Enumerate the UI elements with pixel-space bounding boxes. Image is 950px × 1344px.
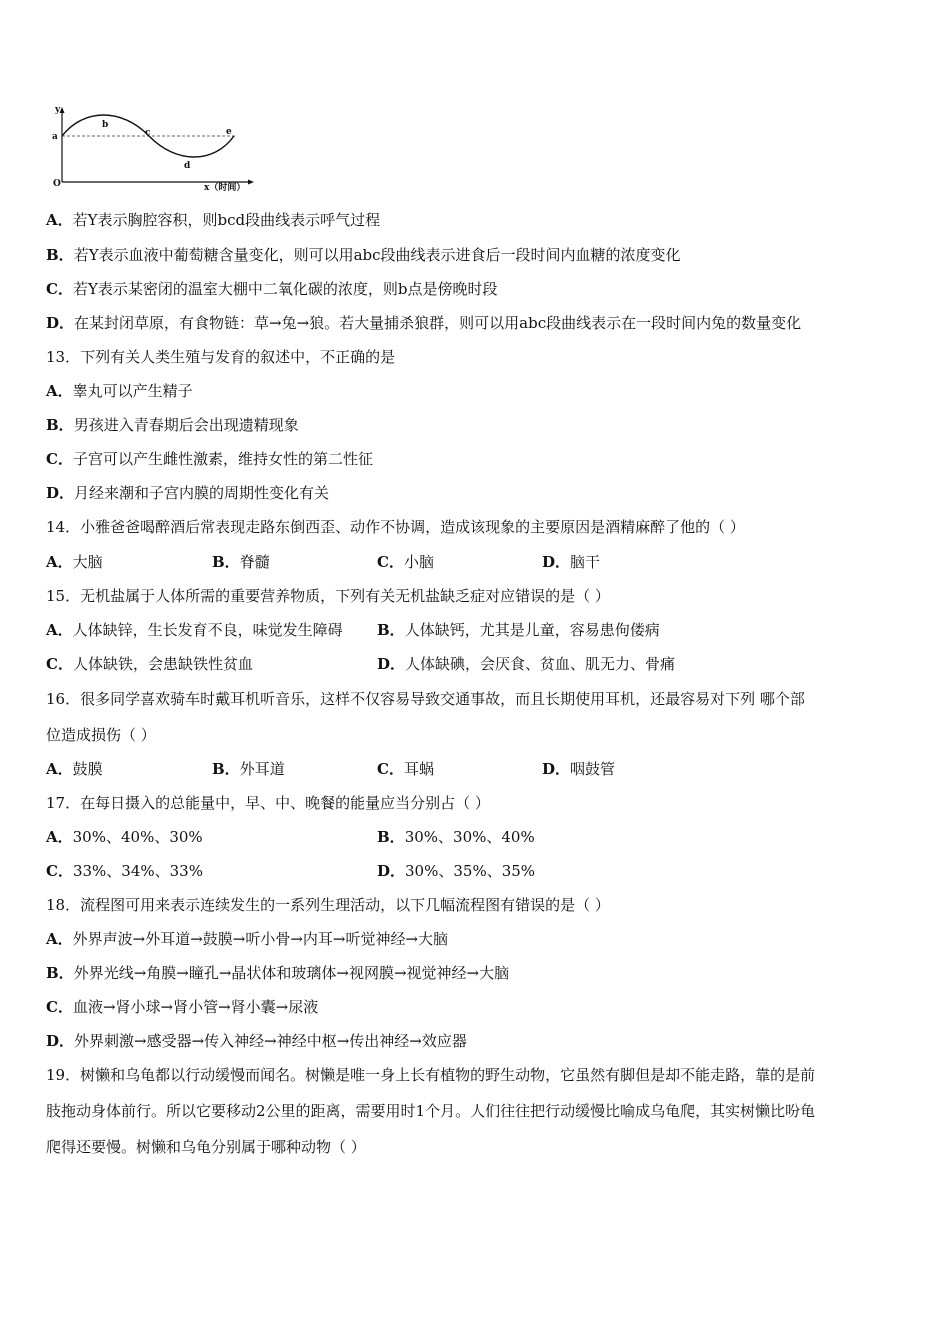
option-text: 咽鼓管 [570,760,616,778]
x-axis-arrow-icon [248,180,254,185]
q17-stem: 17．在每日摄入的总能量中，早、中、晚餐的能量应当分别占（ ） [46,794,490,812]
option-text: 睾丸可以产生精子 [72,382,193,400]
q17-option-a [46,827,203,847]
q16-option-b [212,759,285,779]
option-label: A． [46,553,73,571]
q13-option-d [46,483,910,503]
option-label: A． [46,211,73,229]
option-text: 脊髓 [239,553,270,571]
q13-option-a [46,381,910,401]
option-label: B． [212,553,240,571]
option-text: 人体缺铁，会患缺铁性贫血 [72,655,253,673]
option-label: C． [46,998,73,1016]
option-text: 若Y表示血液中葡萄糖含量变化，则可以用abc段曲线表示进食后一段时间内血糖的浓度变化 [73,246,681,264]
q14-option-a [46,552,103,572]
q13-option-b [46,415,910,435]
q17-option-b [377,827,535,847]
origin-label: O [53,179,61,189]
q17-options-row-1 [46,827,910,847]
q16-stem-line-1: 16．很多同学喜欢骑车时戴耳机听音乐，这样不仅容易导致交通事故，而且长期使用耳机，还最容易对下列 哪个部 [46,690,805,708]
q17-options-row-2 [46,861,910,881]
option-text: 30%、40%、30% [72,828,203,846]
option-label: C． [46,862,73,880]
option-label: A． [46,828,73,846]
option-text: 男孩进入青春期后会出现遗精现象 [73,416,299,434]
option-text: 若Y表示胸腔容积，则bcd段曲线表示呼气过程 [72,211,381,229]
q15-stem: 15．无机盐属于人体所需的重要营养物质，下列有关无机盐缺乏症对应错误的是（ ） [46,587,610,605]
option-label: C． [377,553,404,571]
option-label: B． [46,416,74,434]
x-axis-label: x（时间） [204,183,246,193]
option-text: 外界光线→角膜→瞳孔→晶状体和玻璃体→视网膜→视觉神经→大脑 [73,964,510,982]
option-text: 外耳道 [239,760,285,778]
q12-option-c [46,279,910,299]
y-axis-arrow-icon [60,107,65,113]
q13-stem: 13．下列有关人类生殖与发育的叙述中，不正确的是 [46,348,396,366]
point-label-b: b [102,120,109,130]
option-text: 在某封闭草原，有食物链：草→兔→狼。若大量捕杀狼群，则可以用abc段曲线表示在一段时间内兔的数量变化 [74,314,802,332]
q14-options-row [46,552,910,572]
option-label: A． [46,930,73,948]
q12-option-d [46,313,910,333]
q15-option-b [377,620,660,640]
option-label: B． [377,828,405,846]
option-label: D． [46,314,75,332]
option-text: 子宫可以产生雌性激素，维持女性的第二性征 [72,450,373,468]
option-text: 33%、34%、33% [72,862,203,880]
q15-options-row-2 [46,654,910,674]
q14-option-c [377,552,434,572]
q19-line-1: 19．树懒和乌龟都以行动缓慢而闻名。树懒是唯一身上长有植物的野生动物，它虽然有脚但是却不能走路，靠的是前 [46,1066,816,1084]
point-label-e: e [226,127,232,137]
q14-option-d [542,552,600,572]
option-label: D． [377,655,406,673]
option-label: D． [377,862,406,880]
curve-figure [44,100,274,195]
q15-option-c [46,654,253,674]
option-label: C． [46,280,73,298]
option-label: C． [46,450,73,468]
option-text: 外界声波→外耳道→鼓膜→听小骨→内耳→听觉神经→大脑 [72,930,449,948]
option-text: 人体缺碘，会厌食、贫血、肌无力、骨痛 [405,655,676,673]
q19-line-2: 肢拖动身体前行。所以它要移动2公里的距离，需要用时1个月。人们往往把行动缓慢比喻成乌龟爬，其实树懒比吩龟 [46,1102,816,1120]
option-text: 小脑 [403,553,434,571]
q16-stem-line-2: 位造成损伤（ ） [46,726,156,744]
option-label: C． [377,760,404,778]
option-label: B． [46,246,74,264]
option-label: A． [46,760,73,778]
q18-option-d [46,1031,910,1051]
option-text: 月经来潮和子宫内膜的周期性变化有关 [74,484,330,502]
q14-option-b [212,552,270,572]
y-axis-label: y [55,105,61,115]
option-text: 鼓膜 [72,760,103,778]
option-text: 耳蜗 [403,760,434,778]
option-label: B． [212,760,240,778]
q16-option-c [377,759,434,779]
option-text: 外界刺激→感受器→传入神经→神经中枢→传出神经→效应器 [74,1032,467,1050]
q12-option-b [46,245,910,265]
q19-line-3: 爬得还要慢。树懒和乌龟分别属于哪种动物（ ） [46,1138,366,1156]
q15-option-a [46,620,343,640]
option-label: A． [46,382,73,400]
option-label: B． [46,964,74,982]
q12-option-a [46,210,910,230]
q14-stem: 14．小雅爸爸喝醉酒后常表现走路东倒西歪、动作不协调，造成该现象的主要原因是酒精麻醉了他的（ ） [46,518,745,536]
option-label: A． [46,621,73,639]
q13-option-c [46,449,910,469]
q15-option-d [377,654,675,674]
option-label: B． [377,621,405,639]
q17-option-d [377,861,535,881]
option-label: D． [46,1032,75,1050]
q16-options-row [46,759,910,779]
q18-stem: 18．流程图可用来表示连续发生的一系列生理活动，以下几幅流程图有错误的是（ ） [46,896,610,914]
option-text: 脑干 [570,553,601,571]
option-label: D． [542,553,571,571]
q16-option-a [46,759,103,779]
option-text: 30%、30%、40% [404,828,535,846]
option-label: D． [542,760,571,778]
option-text: 人体缺钙，尤其是儿童，容易患佝偻病 [404,621,660,639]
point-label-c: c [145,128,151,138]
q18-option-b [46,963,910,983]
option-text: 血液→肾小球→肾小管→肾小囊→尿液 [72,998,319,1016]
q15-options-row-1 [46,620,910,640]
point-label-a: a [52,132,58,142]
option-text: 人体缺锌，生长发育不良，味觉发生障碍 [72,621,343,639]
option-text: 大脑 [72,553,103,571]
q17-option-c [46,861,203,881]
option-label: C． [46,655,73,673]
q18-option-c [46,997,910,1017]
q18-option-a [46,929,910,949]
option-text: 若Y表示某密闭的温室大棚中二氧化碳的浓度，则b点是傍晚时段 [72,280,498,298]
option-text: 30%、35%、35% [405,862,536,880]
option-label: D． [46,484,75,502]
q16-option-d [542,759,615,779]
point-label-d: d [184,161,191,171]
